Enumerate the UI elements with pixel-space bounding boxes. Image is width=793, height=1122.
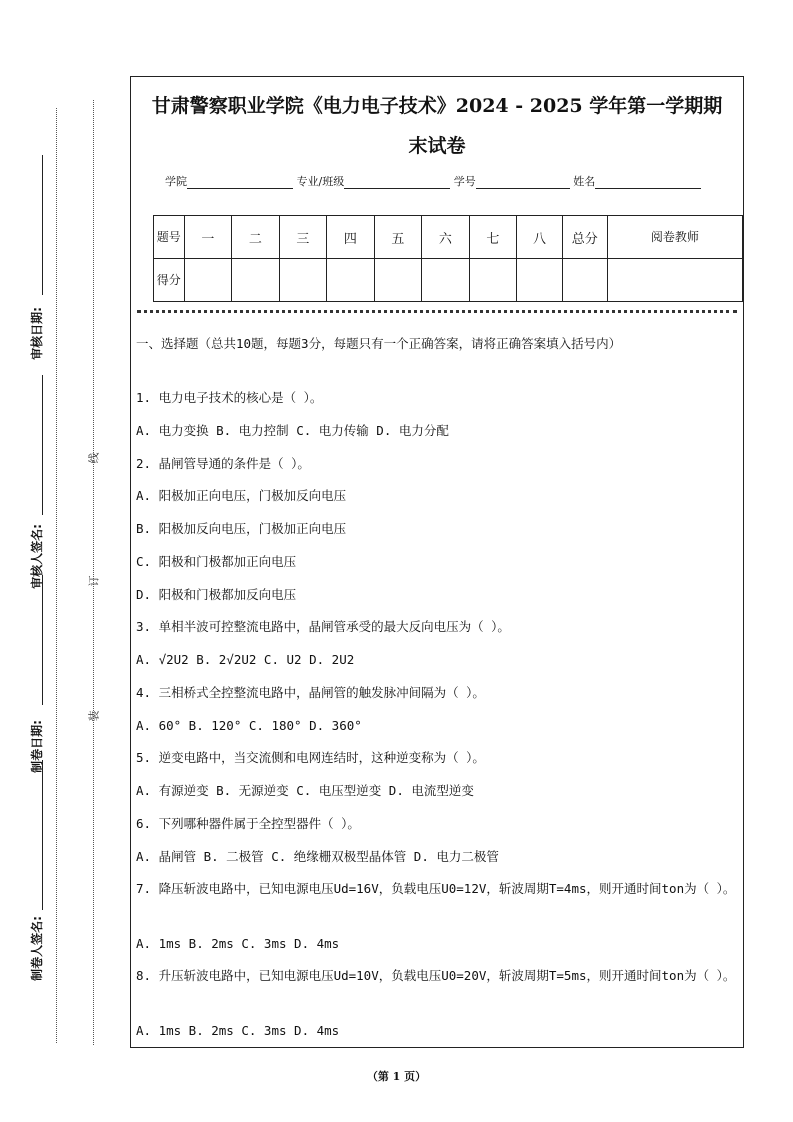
score-cell[interactable] bbox=[184, 259, 232, 302]
question-8-options: A. 1ms B. 2ms C. 3ms D. 4ms bbox=[136, 1023, 340, 1038]
compile-date-line bbox=[42, 575, 43, 705]
header-cell-1: 一 bbox=[184, 216, 232, 259]
dotted-line-outer bbox=[93, 100, 94, 1045]
exam-title-line1: 甘肃警察职业学院《电力电子技术》2024 - 2025 学年第一学期期 bbox=[151, 95, 723, 117]
page-number: （第 1 页） bbox=[366, 1070, 427, 1083]
score-table bbox=[153, 215, 743, 302]
question-6-options: A. 晶闸管 B. 二极管 C. 绝缘栅双极型晶体管 D. 电力二极管 bbox=[136, 849, 499, 864]
section-heading: 一、选择题（总共10题，每题3分，每题只有一个正确答案，请将正确答案填入括号内） bbox=[136, 336, 622, 351]
question-5-options: A. 有源逆变 B. 无源逆变 C. 电压型逆变 D. 电流型逆变 bbox=[136, 783, 474, 798]
score-table-header-row bbox=[154, 216, 743, 259]
dotted-line-inner bbox=[56, 108, 57, 1043]
reviewer-signature-line bbox=[42, 375, 43, 515]
question-6: 6. 下列哪种器件属于全控型器件（ ）。 bbox=[136, 816, 360, 831]
score-cell[interactable] bbox=[279, 259, 327, 302]
student-info-row bbox=[165, 173, 701, 189]
header-cell-question: 题号 bbox=[154, 216, 185, 259]
question-3-options: A. √2U2 B. 2√2U2 C. U2 D. 2U2 bbox=[136, 652, 355, 667]
compiler-signature-label: 制卷人签名: bbox=[29, 916, 44, 981]
mark-fold: 装 bbox=[87, 710, 101, 722]
question-1-options: A. 电力变换 B. 电力控制 C. 电力传输 D. 电力分配 bbox=[136, 423, 449, 438]
review-date-label: 审核日期: bbox=[29, 307, 44, 360]
question-2-option-a: A. 阳极加正向电压，门极加反向电压 bbox=[136, 488, 347, 503]
score-cell-total[interactable] bbox=[562, 259, 607, 302]
question-8: 8. 升压斩波电路中，已知电源电压Ud=10V，负载电压U0=20V，斩波周期T=5ms，则开通时间ton为（ ）。 bbox=[136, 968, 736, 983]
college-blank[interactable] bbox=[187, 177, 293, 189]
score-cell-grader[interactable] bbox=[607, 259, 742, 302]
question-4-options: A. 60° B. 120° C. 180° D. 360° bbox=[136, 718, 362, 733]
question-2: 2. 晶闸管导通的条件是（ ）。 bbox=[136, 456, 310, 471]
info-label-id: 学号 bbox=[453, 175, 476, 188]
question-7-options: A. 1ms B. 2ms C. 3ms D. 4ms bbox=[136, 936, 340, 951]
mark-line: 线 bbox=[87, 452, 101, 464]
header-cell-total: 总分 bbox=[562, 216, 607, 259]
question-3: 3. 单相半波可控整流电路中，晶闸管承受的最大反向电压为（ ）。 bbox=[136, 619, 510, 634]
question-4: 4. 三相桥式全控整流电路中，晶闸管的触发脉冲间隔为（ ）。 bbox=[136, 685, 485, 700]
name-blank[interactable] bbox=[595, 177, 701, 189]
major-blank[interactable] bbox=[344, 177, 450, 189]
score-cell[interactable] bbox=[232, 259, 280, 302]
score-cell[interactable] bbox=[374, 259, 422, 302]
header-cell-2: 二 bbox=[232, 216, 280, 259]
info-label-college: 学院 bbox=[165, 175, 187, 188]
header-cell-8: 八 bbox=[517, 216, 563, 259]
compiler-signature-line bbox=[42, 760, 43, 910]
header-cell-grader: 阅卷教师 bbox=[607, 216, 742, 259]
exam-title-line2: 末试卷 bbox=[408, 135, 466, 157]
info-label-major: 专业/班级 bbox=[296, 175, 345, 188]
score-cell[interactable] bbox=[517, 259, 563, 302]
score-cell[interactable] bbox=[327, 259, 375, 302]
header-cell-7: 七 bbox=[469, 216, 517, 259]
compile-date-label: 制卷日期: bbox=[29, 720, 44, 773]
section-separator bbox=[137, 310, 737, 313]
question-5: 5. 逆变电路中，当交流侧和电网连结时，这种逆变称为（ ）。 bbox=[136, 750, 485, 765]
question-7: 7. 降压斩波电路中，已知电源电压Ud=16V，负载电压U0=12V，斩波周期T=4ms，则开通时间ton为（ ）。 bbox=[136, 881, 736, 896]
header-cell-4: 四 bbox=[327, 216, 375, 259]
question-2-option-d: D. 阳极和门极都加反向电压 bbox=[136, 587, 297, 602]
info-label-name: 姓名 bbox=[573, 175, 596, 188]
exam-frame bbox=[130, 76, 744, 1048]
header-cell-5: 五 bbox=[374, 216, 422, 259]
header-cell-6: 六 bbox=[422, 216, 470, 259]
student-id-blank[interactable] bbox=[476, 177, 570, 189]
score-row-label: 得分 bbox=[154, 259, 185, 302]
score-cell[interactable] bbox=[422, 259, 470, 302]
question-2-option-b: B. 阳极加反向电压，门极加正向电压 bbox=[136, 521, 347, 536]
review-date-line bbox=[42, 155, 43, 295]
question-1: 1. 电力电子技术的核心是（ ）。 bbox=[136, 390, 323, 405]
reviewer-signature-label: 审核人签名: bbox=[29, 524, 44, 589]
header-cell-3: 三 bbox=[279, 216, 327, 259]
score-cell[interactable] bbox=[469, 259, 517, 302]
score-table-score-row bbox=[154, 259, 743, 302]
question-2-option-c: C. 阳极和门极都加正向电压 bbox=[136, 554, 297, 569]
mark-bind: 订 bbox=[87, 575, 101, 587]
